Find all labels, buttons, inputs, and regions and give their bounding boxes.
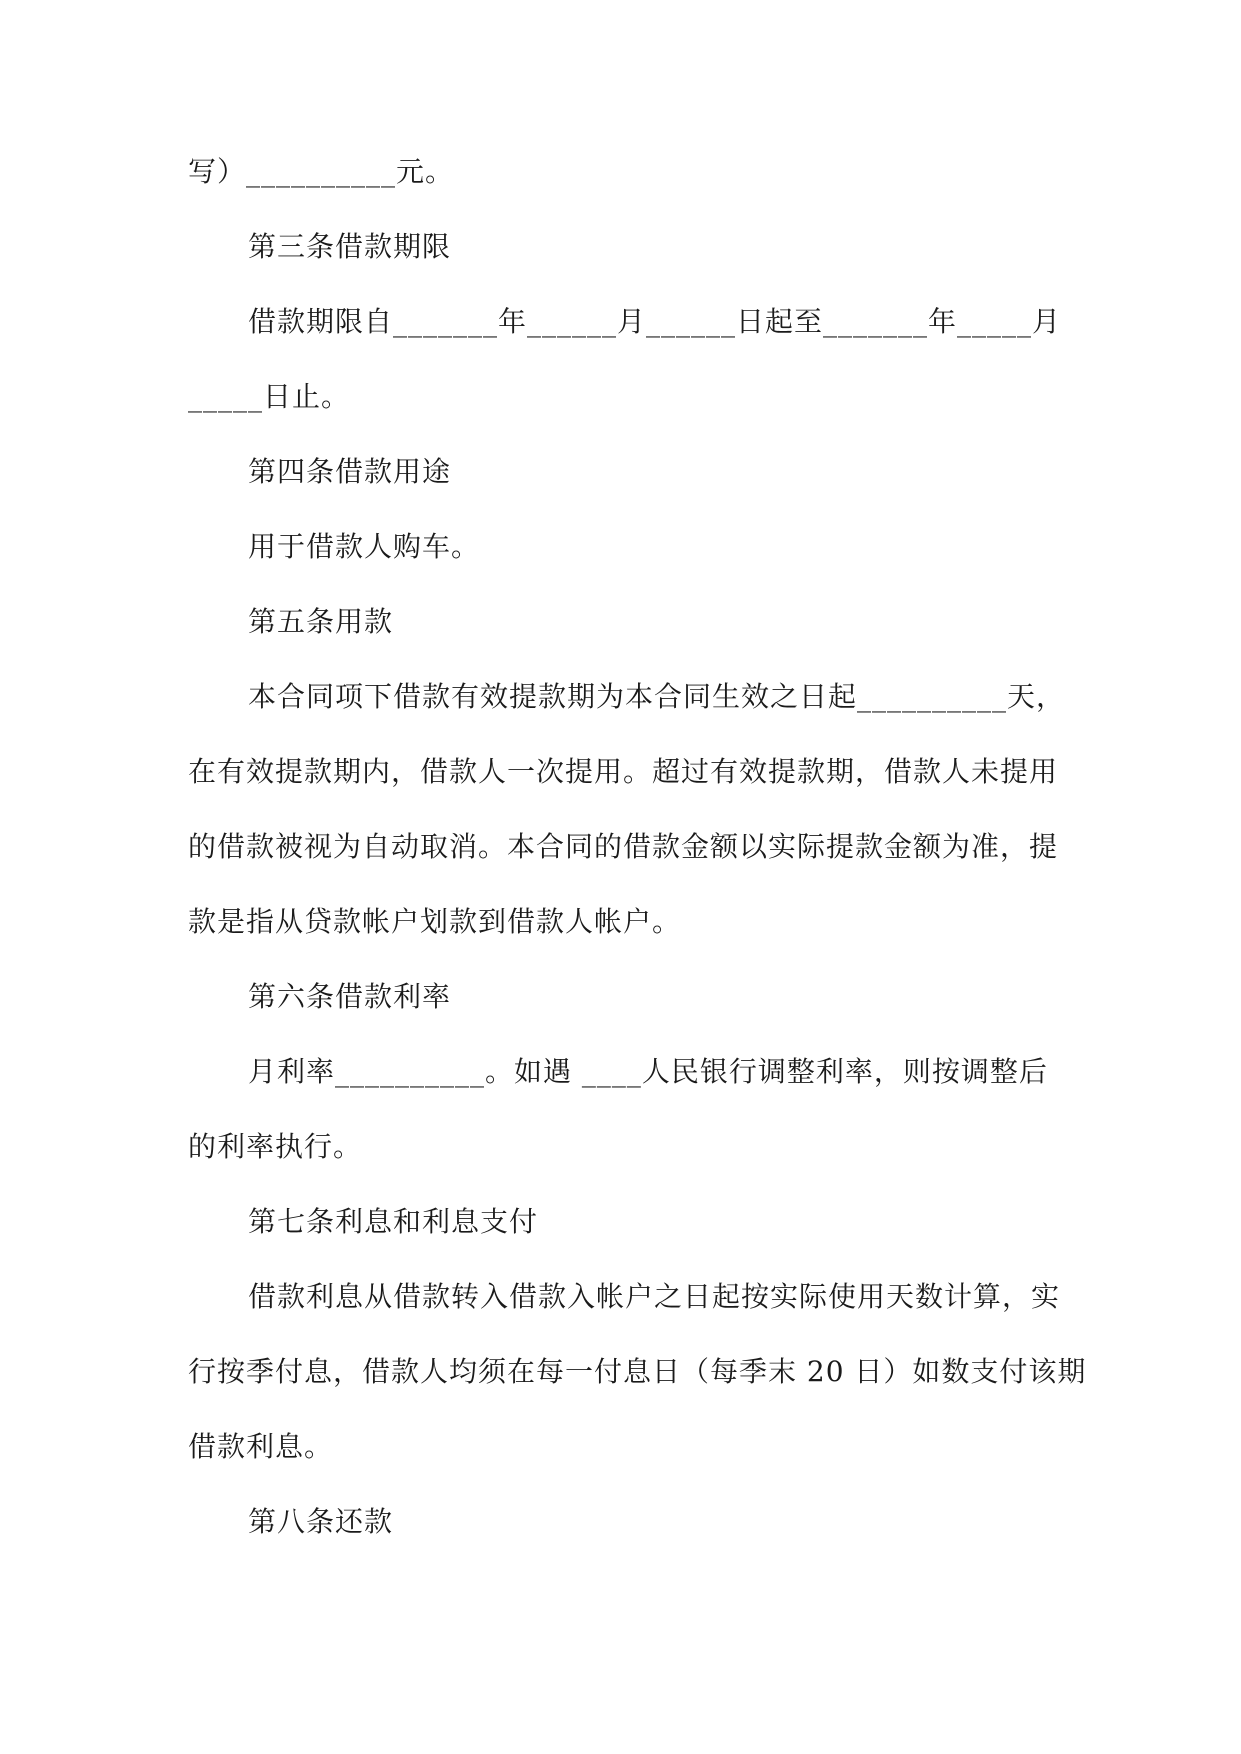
text-line: 月利率__________。如遇 ____人民银行调整利率，则按调整后: [248, 1055, 1048, 1088]
article-heading: 第六条借款利率: [248, 980, 452, 1013]
text-line: 款是指从贷款帐户划款到借款人帐户。: [188, 905, 682, 938]
article-heading: 第五条用款: [248, 605, 394, 638]
text-line: 用于借款人购车。: [248, 530, 481, 563]
text-line: 的利率执行。: [188, 1130, 363, 1163]
article-heading: 第四条借款用途: [248, 455, 452, 488]
text-line: 在有效提款期内，借款人一次提用。超过有效提款期，借款人未提用: [188, 755, 1059, 788]
article-heading: 第七条利息和利息支付: [248, 1205, 539, 1238]
text-line: 写）__________元。: [188, 155, 455, 188]
text-line: _____日止。: [188, 380, 351, 413]
text-line: 借款利息从借款转入借款入帐户之日起按实际使用天数计算，实: [248, 1280, 1061, 1313]
article-heading: 第八条还款: [248, 1505, 394, 1538]
text-line: 借款期限自_______年______月______日起至_______年_____月: [248, 305, 1062, 338]
text-line: 的借款被视为自动取消。本合同的借款金额以实际提款金额为准，提: [188, 830, 1059, 863]
article-heading: 第三条借款期限: [248, 230, 452, 263]
text-line: 本合同项下借款有效提款期为本合同生效之日起__________天，: [248, 680, 1066, 713]
text-line: 借款利息。: [188, 1430, 334, 1463]
text-line: 行按季付息，借款人均须在每一付息日（每季末 20 日）如数支付该期: [188, 1355, 1087, 1388]
